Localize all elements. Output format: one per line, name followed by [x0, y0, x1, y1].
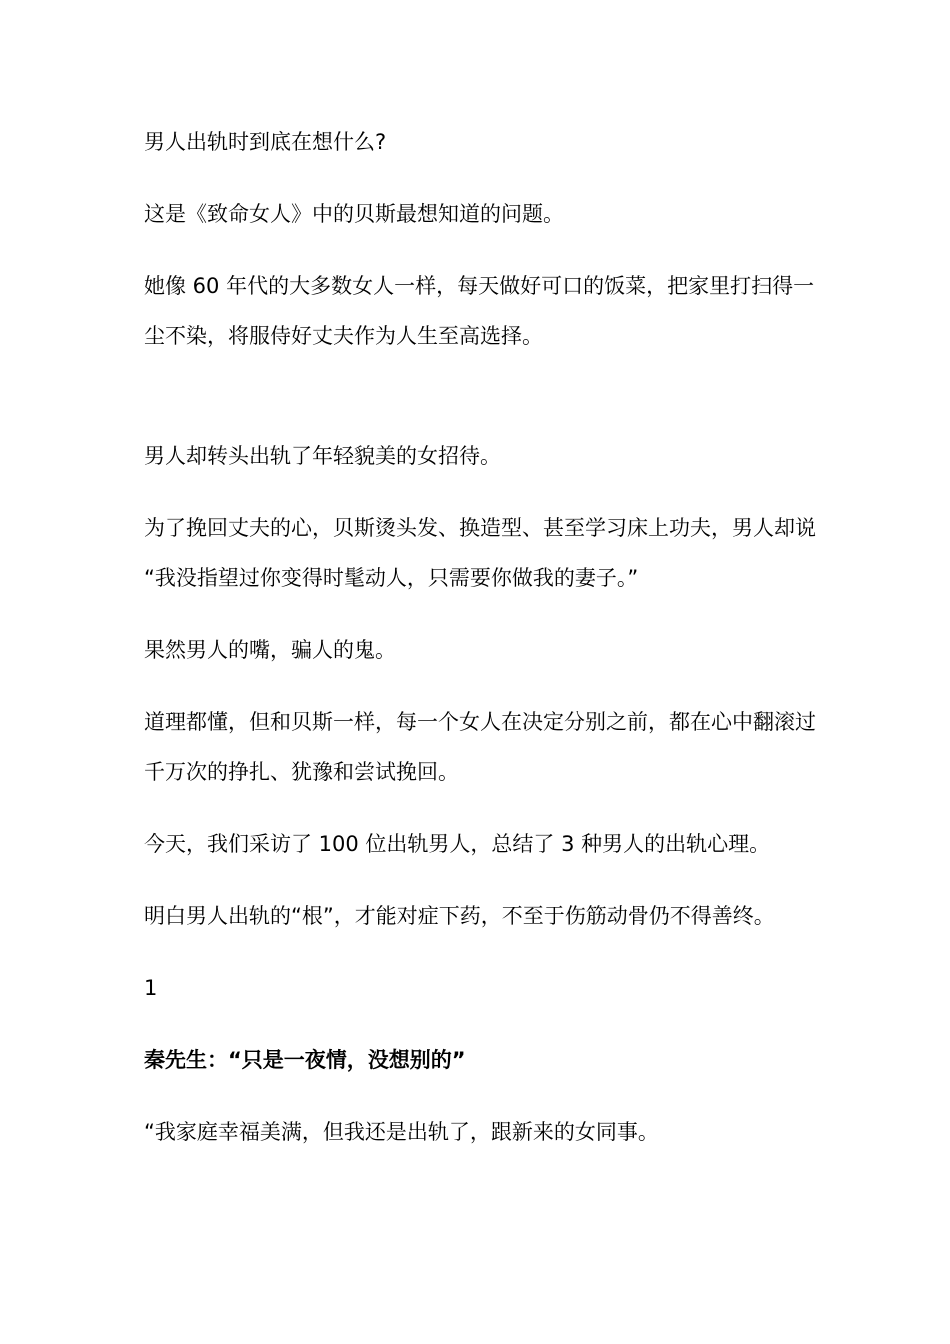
paragraph-beth-line-1: 她像 60 年代的大多数女人一样，每天做好可口的饭菜，把家里打扫得一: [144, 274, 815, 298]
paragraph-intro: 这是《致命女人》中的贝斯最想知道的问题。: [144, 202, 564, 226]
paragraph-survey: 今天，我们采访了 100 位出轨男人，总结了 3 种男人的出轨心理。: [144, 832, 771, 856]
paragraph-struggle-line-2: 千万次的挣扎、犹豫和尝试挽回。: [144, 760, 459, 784]
section-number: 1: [144, 976, 158, 1000]
paragraph-affair: 男人却转头出轨了年轻貌美的女招待。: [144, 444, 501, 468]
section-heading: 秦先生：“只是一夜情，没想别的”: [144, 1048, 466, 1072]
paragraph-struggle-line-1: 道理都懂，但和贝斯一样，每一个女人在决定分别之前，都在心中翻滚过: [144, 710, 816, 734]
paragraph-root-cause: 明白男人出轨的“根”，才能对症下药，不至于伤筋动骨仍不得善终。: [144, 904, 775, 928]
paragraph-quote: “我家庭幸福美满，但我还是出轨了，跟新来的女同事。: [144, 1120, 659, 1144]
paragraph-win-back-line-2: “我没指望过你变得时髦动人，只需要你做我的妻子。”: [144, 566, 639, 590]
paragraph-question: 男人出轨时到底在想什么?: [144, 130, 387, 154]
paragraph-win-back-line-1: 为了挽回丈夫的心，贝斯烫头发、换造型、甚至学习床上功夫，男人却说: [144, 516, 816, 540]
paragraph-beth-line-2: 尘不染，将服侍好丈夫作为人生至高选择。: [144, 324, 543, 348]
paragraph-liar: 果然男人的嘴，骗人的鬼。: [144, 638, 396, 662]
